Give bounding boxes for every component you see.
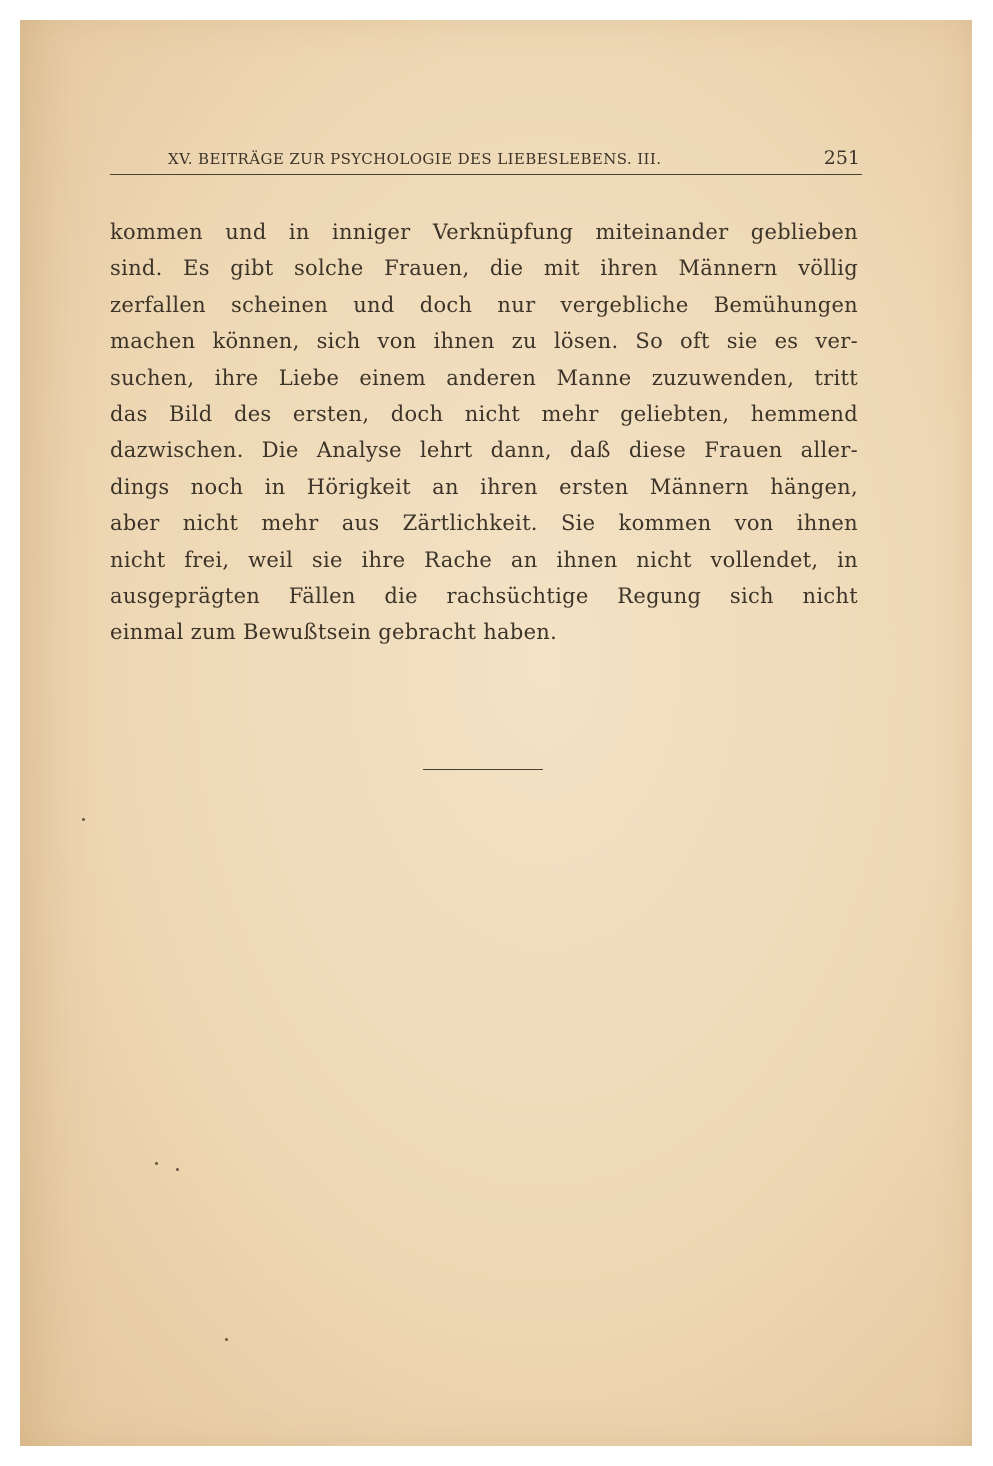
paper-speck — [176, 1168, 179, 1171]
text-line: ausgeprägten Fällen die rachsüchtige Regung sich nicht — [110, 583, 858, 608]
text-line: aber nicht mehr aus Zärtlichkeit. Sie kommen von ihnen — [110, 511, 858, 536]
text-line: suchen, ihre Liebe einem anderen Manne zuzuwenden, tritt — [110, 365, 858, 390]
running-title: XV. BEITRÄGE ZUR PSYCHOLOGIE DES LIEBESLEBENS. III. — [168, 150, 662, 168]
section-end-rule — [423, 769, 543, 770]
paper-speck — [82, 818, 85, 821]
text-line-last: einmal zum Bewußtsein gebracht haben. — [110, 620, 558, 645]
paper-speck — [155, 1162, 158, 1165]
text-line: nicht frei, weil sie ihre Rache an ihnen nicht vollendet, in — [110, 547, 858, 572]
text-line: das Bild des ersten, doch nicht mehr geliebten, hemmend — [110, 401, 858, 426]
text-line: machen können, sich von ihnen zu lösen. So oft sie es ver- — [110, 329, 858, 354]
text-line: dazwischen. Die Analyse lehrt dann, daß diese Frauen aller- — [110, 438, 858, 463]
running-header — [110, 142, 862, 175]
paper-speck — [225, 1338, 228, 1341]
text-line: dings noch in Hörigkeit an ihren ersten Männern hängen, — [110, 474, 858, 499]
body-paragraph — [110, 214, 858, 651]
page-number: 251 — [823, 147, 860, 169]
text-line: sind. Es gibt solche Frauen, die mit ihren Männern völlig — [110, 256, 858, 281]
text-line: kommen und in inniger Verknüpfung miteinander geblieben — [110, 220, 858, 244]
text-line: zerfallen scheinen und doch nur vergebliche Bemühungen — [110, 292, 858, 317]
book-page — [20, 20, 972, 1446]
